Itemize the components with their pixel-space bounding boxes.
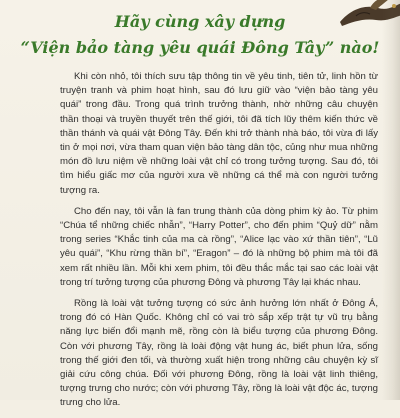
paragraph-3: Rồng là loài vật tưởng tượng có sức ảnh hưởng lớn nhất ở Đông Á, trong đó có Hàn Quốc. Không chỉ có vai trò sắp xếp trật tự vũ trụ bằng năng lực biến đổi mạnh mẽ, rồng còn là biểu tượng của phương Đông. Còn với phương Tây, rồng là loài động vật hung ác, biết phun lửa, sống trong thế giới đen tối, và thường xuất hiện trong những câu chuyện kỳ sĩ giải cứu công chúa. Đối với phương Đông, rồng là loài vật linh thiêng, tượng trưng cho nước; còn với phương Tây, rồng là loài vật độc ác, tượng trưng cho lửa. [60, 298, 378, 409]
paragraph-2: Cho đến nay, tôi vẫn là fan trung thành của dòng phim kỳ ảo. Từ phim “Chúa tể những chiếc nhẫn”, “Harry Potter”, cho đến phim “Quỷ dữ” nằm trong series “Khắc tinh của ma cà rồng”, “Alice lạc vào xứ thần tiên”, “Lũ yêu quái”, “Khu rừng thần bí”, “Eragon” – đó là những bộ phim mà tôi đã xem rất nhiều lần. Mỗi khi xem phim, tôi đều thắc mắc tại sao các loài vật trong trí tưởng tượng của phương Đông và phương Tây lại khác nhau. [60, 205, 378, 288]
page-title-line-1: Hãy cùng xây dựng [114, 12, 286, 31]
article-body [60, 70, 378, 418]
page-title-line-2: “Viện bảo tàng yêu quái Đông Tây” nào! [20, 38, 380, 57]
paragraph-1: Khi còn nhỏ, tôi thích sưu tập thông tin về yêu tinh, tiên tử, linh hồn từ truyện tranh và phim hoạt hình, sau đó lưu giữ vào “viện bảo tàng yêu quái” trong đầu. Trong quá trình trưởng thành, nhờ những câu chuyện thần thoại và truyền thuyết trên thế giới, tôi đã tích lũy thêm kiến thức về thần thánh và quái vật Đông Tây. Đến khi trở thành nhà báo, tôi vừa đi lấy tin ở mọi nơi, vừa tham quan viện bảo tàng dân tộc, củng như mua những món đồ lưu niệm về những loài vật chỉ có trong tưởng tượng. Sau đó, tôi tìm hiểu giấc mơ của người xưa về những cá thể mà con người tưởng tượng ra. [60, 71, 378, 196]
page-edge-shadow [382, 0, 400, 400]
